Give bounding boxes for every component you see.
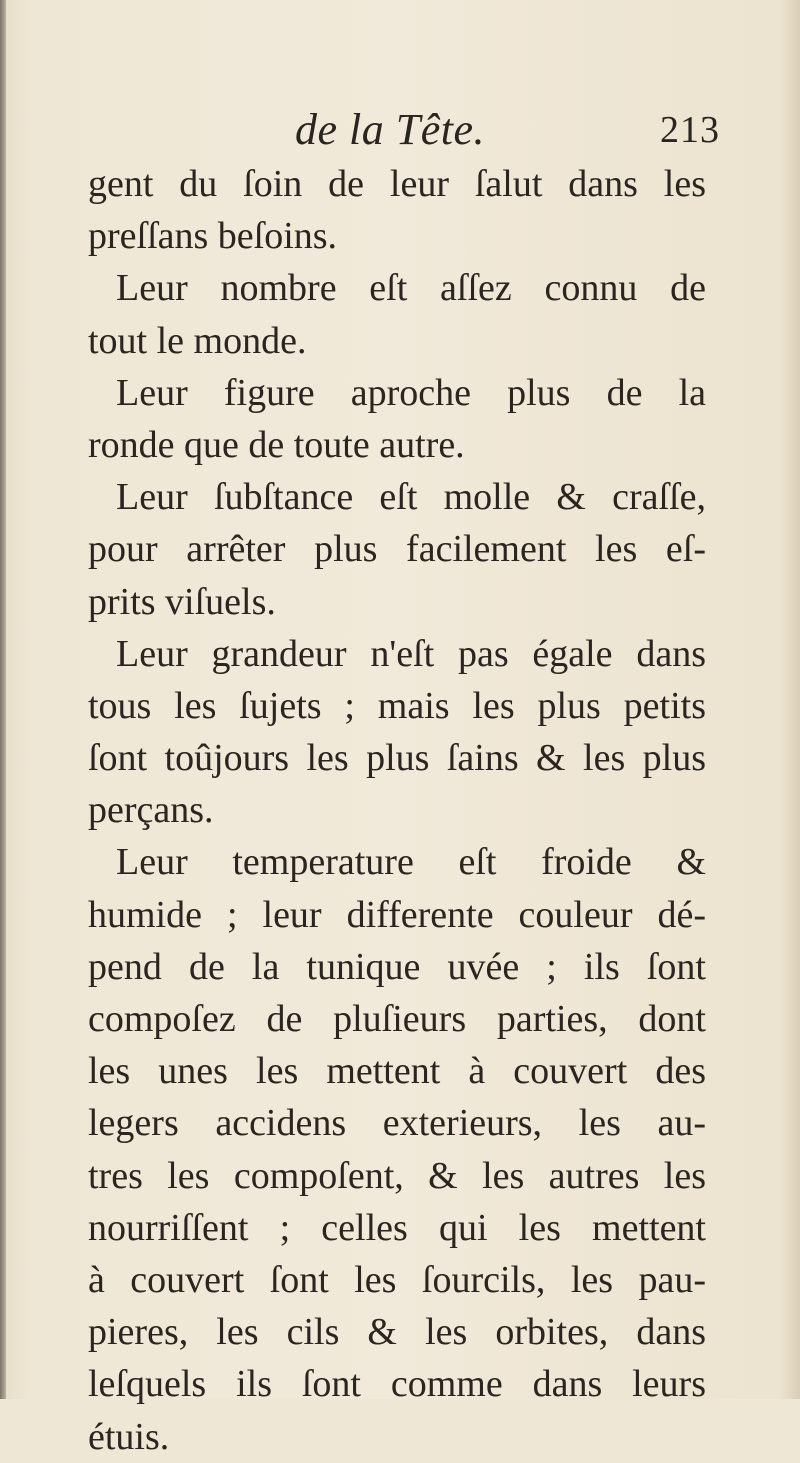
text-line: Leur figure aproche plus de la — [116, 371, 706, 414]
page-header — [80, 100, 720, 160]
text-line: pour arrêter plus facilement les eſ- — [88, 528, 706, 571]
text-line: à couvert ſont les ſourcils, les pau- — [88, 1258, 706, 1301]
text-line: Leur grandeur n'eſt pas égale dans — [116, 632, 706, 675]
text-line: étuis. — [88, 1415, 170, 1458]
text-line: pend de la tunique uvée ; ils ſont — [88, 945, 706, 988]
text-line: les unes les mettent à couvert des — [88, 1050, 706, 1093]
page-gutter — [0, 0, 6, 1399]
running-title: de la Tête. — [295, 105, 486, 154]
text-line: leſquels ils ſont comme dans leurs — [88, 1363, 706, 1406]
body-text — [88, 158, 706, 1463]
text-line: tout le monde. — [88, 319, 307, 362]
text-line: ſont toûjours les plus ſains & les plus — [88, 737, 706, 780]
text-line: pieres, les cils & les orbites, dans — [88, 1311, 706, 1354]
text-line: Leur temperature eſt froide & — [116, 841, 706, 884]
text-line: preſſans beſoins. — [88, 215, 338, 258]
text-line: perçans. — [88, 789, 214, 832]
text-line: Leur ſubſtance eſt molle & craſſe, — [116, 476, 706, 519]
text-line: ronde que de toute autre. — [88, 423, 465, 466]
text-line: tous les ſujets ; mais les plus petits — [88, 684, 706, 727]
text-line: legers accidens exterieurs, les au- — [88, 1102, 706, 1145]
text-line: nourriſſent ; celles qui les mettent — [88, 1206, 706, 1249]
text-line: gent du ſoin de leur ſalut dans les — [88, 163, 706, 205]
text-line: prits viſuels. — [88, 580, 276, 623]
text-line: humide ; leur differente couleur dé- — [88, 893, 706, 936]
text-line: compoſez de pluſieurs parties, dont — [88, 998, 706, 1040]
text-line: tres les compoſent, & les autres les — [88, 1154, 706, 1197]
text-line: Leur nombre eſt aſſez connu de — [116, 267, 706, 310]
page-number: 213 — [660, 109, 720, 151]
